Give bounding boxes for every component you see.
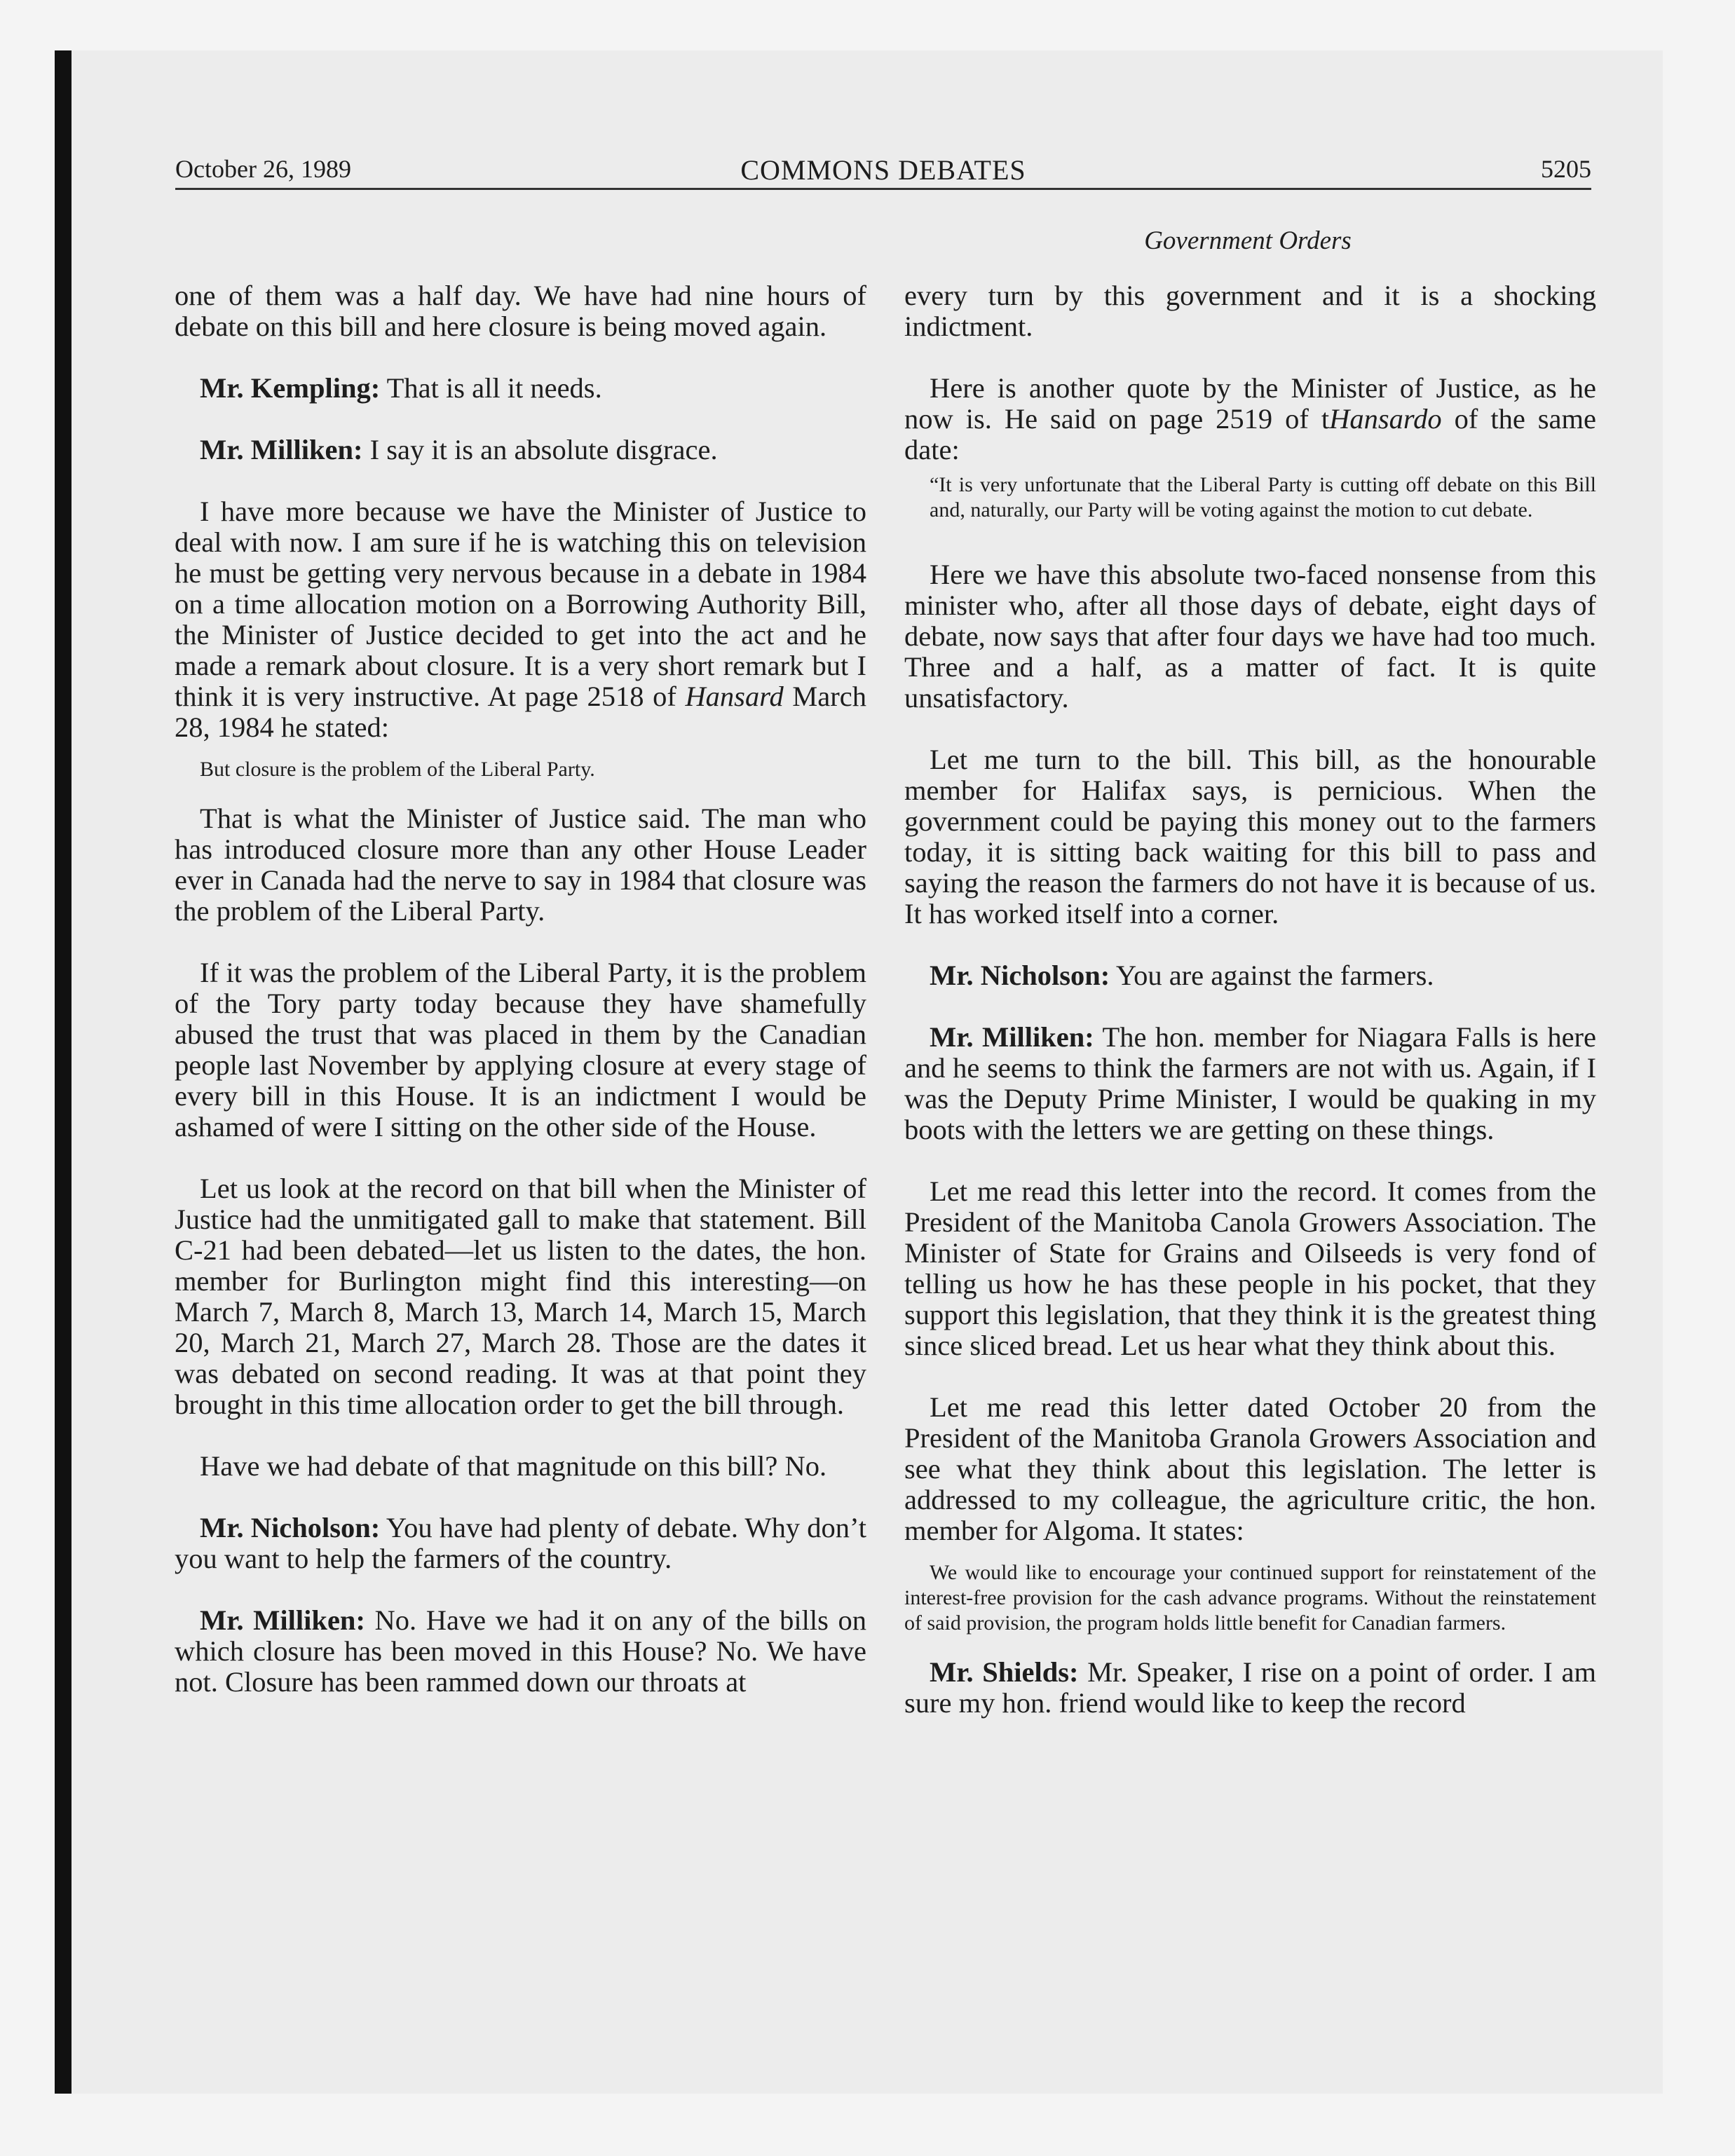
speaker-name: Mr. Milliken: (930, 1021, 1094, 1053)
paragraph: every turn by this government and it is a shocking indictment. (904, 280, 1596, 342)
speech-text: No. Have we had it on any of the bills on which closure has been moved in this House? No. We have not. Closure has been rammed down our throats at (175, 1604, 867, 1698)
speech-paragraph (904, 1022, 1596, 1145)
paragraph: If it was the problem of the Liberal Party, it is the problem of the Tory party today because they have shamefully abused the trust that was placed in them by the Canadian people last November by applying closure at every stage of every bill in this House. It is an indictment I would be ashamed of were I sitting on the other side of the House. (175, 957, 866, 1142)
paragraph: one of them was a half day. We have had nine hours of debate on this bill and here closure is being moved again. (175, 280, 866, 342)
left-column (175, 280, 866, 1698)
paragraph: Let me read this letter dated October 20 from the President of the Manitoba Granola Growers Association and see what they think about this legislation. The letter is addressed to my colleague, the agriculture critic, the hon. member for Algoma. It states: (904, 1391, 1596, 1546)
speaker-name: Mr. Nicholson: (200, 1512, 381, 1543)
speaker-name: Mr. Shields: (930, 1656, 1079, 1688)
speech-paragraph (904, 1657, 1596, 1719)
page-header (175, 144, 1591, 190)
speaker-name: Mr. Milliken: (200, 1604, 365, 1636)
speech-text: The hon. member for Niagara Falls is here and he seems to think the farmers are not with us. Again, if I was the Deputy Prime Minister, I would be quaking in my boots with the letters we are getting on these things. (904, 1021, 1597, 1145)
paragraph-text: I have more because we have the Minister of Justice to deal with now. I am sure if he is watching this on television he must be getting very nervous because in a debate in 1984 on a time allocation motion on a Borrowing Authority Bill, the Minister of Justice decided to get into the act and he made a remark about closure. It is a very short remark but I think it is very instructive. At page 2518 of (175, 496, 866, 712)
paragraph: Let me turn to the bill. This bill, as the honourable member for Halifax says, is pernicious. When the government could be paying this money out to the farmers today, it is sitting back waiting for this bill to pass and saying the reason the farmers do not have it is because of us. It has worked itself into a corner. (904, 744, 1596, 929)
paragraph-text: of the same date: (904, 403, 1596, 465)
speech-text: You have had plenty of debate. Why don’t you want to help the farmers of the country. (175, 1512, 866, 1574)
scan-edge-bar (55, 50, 72, 2094)
speech-text: That is all it needs. (380, 372, 602, 404)
speech-text: Mr. Speaker, I rise on a point of order. I am sure my hon. friend would like to keep the record (904, 1656, 1596, 1719)
paragraph-text: Here is another quote by the Minister of Justice, as he now is. He said on page 2519 of t (904, 372, 1596, 435)
paragraph: Let us look at the record on that bill when the Minister of Justice had the unmitigated gall to make that statement. Bill C-21 had been debated—let us listen to the dates, the hon. member for Burlington might find this interesting—on March 7, March 8, March 13, March 14, March 15, March 20, March 21, March 27, March 28. Those are the dates it was debated on second reading. It was at that point they brought in this time allocation order to get the bill through. (175, 1173, 866, 1420)
paragraph (904, 373, 1596, 465)
paragraph: Here we have this absolute two-faced nonsense from this minister who, after all those days of debate, eight days of debate, now says that after four days we have had too much. Three and a half, as a matter of fact. It is quite unsatisfactory. (904, 559, 1596, 714)
paragraph: Have we had debate of that magnitude on this bill? No. (200, 1450, 827, 1482)
block-quote: But closure is the problem of the Liberal Party. (200, 758, 595, 781)
speaker-name: Mr. Kempling: (200, 372, 381, 404)
speech-text: I say it is an absolute disgrace. (362, 434, 718, 465)
paragraph: That is what the Minister of Justice said. The man who has introduced closure more than any other House Leader ever in Canada had the nerve to say in 1984 that closure was the problem of the Liberal Party. (175, 803, 866, 927)
italic-reference: Hansardo (1329, 403, 1442, 435)
paragraph (175, 496, 866, 743)
speech-text: You are against the farmers. (1110, 960, 1434, 991)
section-label: Government Orders (1144, 226, 1352, 255)
header-date: October 26, 1989 (175, 155, 351, 183)
block-quote: “It is very unfortunate that the Liberal Party is cutting off debate on this Bill and, naturally, our Party will be voting against the motion to cut debate. (930, 473, 1596, 521)
italic-reference: Hansard (685, 681, 784, 712)
speech-paragraph (175, 435, 866, 465)
paragraph: Let me read this letter into the record. It comes from the President of the Manitoba Canola Growers Association. The Minister of State for Grains and Oilseeds is very fond of telling us how he has these people in his pocket, that they support this legislation, that they think it is the greatest thing since sliced bread. Let us hear what they think about this. (904, 1175, 1596, 1361)
header-title: COMMONS DEBATES (740, 154, 1026, 186)
speech-paragraph (904, 960, 1596, 991)
paragraph-text: March 28, 1984 he stated: (175, 681, 866, 743)
right-column (904, 280, 1596, 1719)
speech-paragraph (175, 1513, 866, 1574)
block-quote: We would like to encourage your continued support for reinstatement of the interest-free provision for the cash advance programs. Without the reinstatement of said provision, the program holds little benefit for Canadian farmers. (904, 1561, 1596, 1635)
speech-paragraph (175, 373, 866, 404)
speaker-name: Mr. Milliken: (200, 434, 363, 465)
header-page-number: 5205 (1541, 155, 1591, 183)
speaker-name: Mr. Nicholson: (930, 960, 1110, 991)
speech-paragraph (175, 1605, 866, 1698)
